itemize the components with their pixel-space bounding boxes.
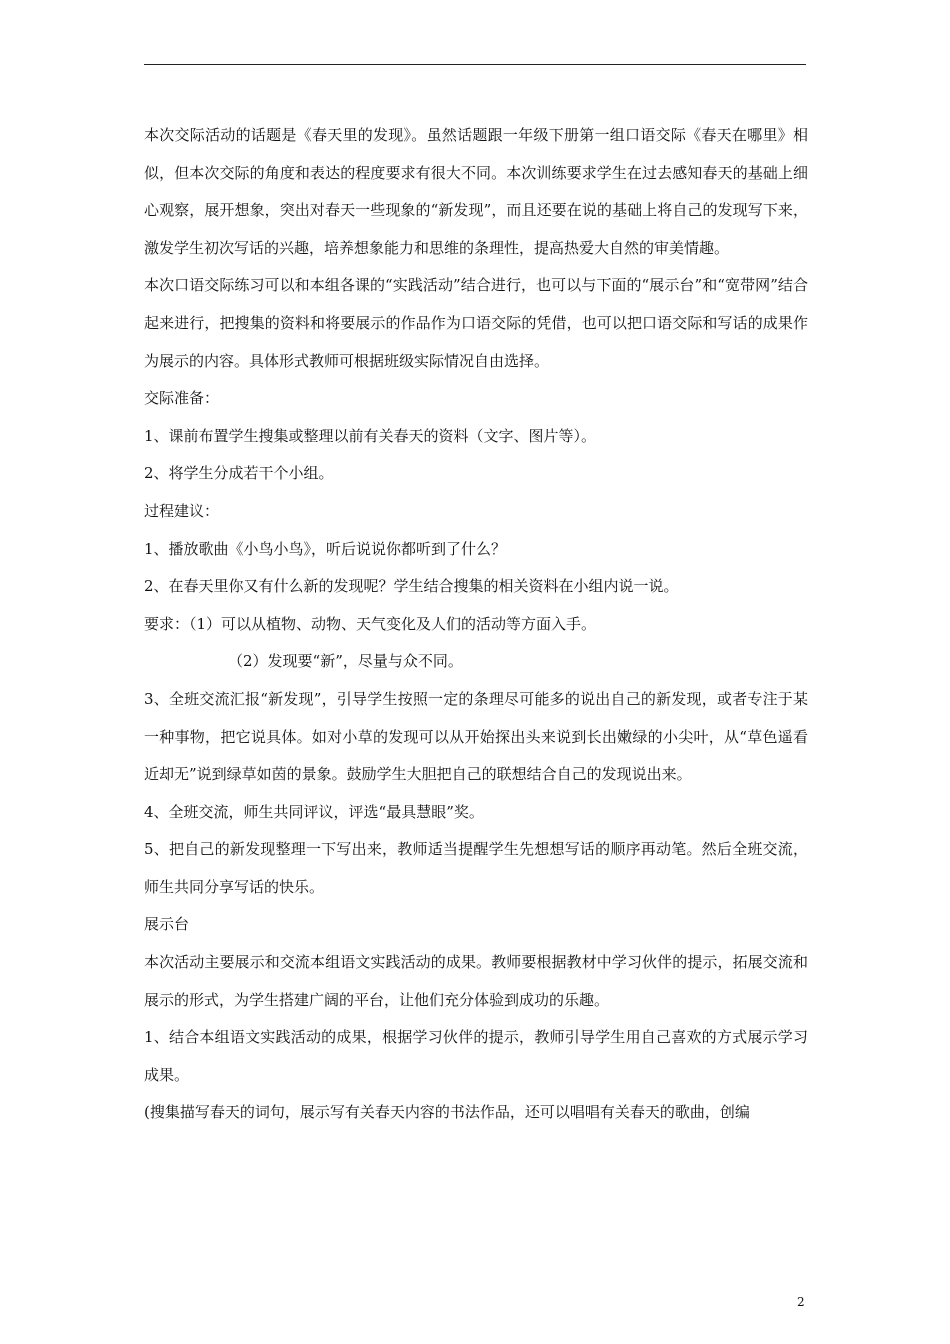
paragraph-showcase-intro: 本次活动主要展示和交流本组语文实践活动的成果。教师要根据教材中学习伙伴的提示，拓展交流和展示的形式，为学生搭建广阔的平台，让他们充分体验到成功的乐趣。: [144, 953, 808, 1009]
requirement-1: 要求：（1）可以从植物、动物、天气变化及人们的活动等方面入手。: [144, 614, 597, 633]
paragraph-showcase-examples: (搜集描写春天的词句，展示写有关春天内容的书法作品，还可以唱唱有关春天的歌曲，创编: [144, 1103, 750, 1122]
document-body: [144, 117, 808, 1132]
list-item-process-4: 4、全班交流，师生共同评议，评选“最具慧眼”奖。: [144, 802, 484, 821]
list-item-prep-1: 1、课前布置学生搜集或整理以前有关春天的资料（文字、图片等）。: [144, 426, 597, 445]
list-item-showcase-1: 1、结合本组语文实践活动的成果，根据学习伙伴的提示，教师引导学生用自己喜欢的方式展示学习成果。: [144, 1028, 808, 1084]
list-item-process-5: 5、把自己的新发现整理一下写出来，教师适当提醒学生先想想写话的顺序再动笔。然后全班交流，师生共同分享写话的快乐。: [144, 840, 808, 896]
list-item-prep-2: 2、将学生分成若干个小组。: [144, 464, 334, 483]
heading-process-suggestions: 过程建议：: [144, 501, 220, 520]
heading-preparation: 交际准备：: [144, 389, 220, 408]
page-number: 2: [797, 1295, 805, 1309]
header-rule: [144, 64, 806, 65]
paragraph-topic-intro: 本次交际活动的话题是《春天里的发现》。虽然话题跟一年级下册第一组口语交际《春天在哪里》相似，但本次交际的角度和表达的程度要求有很大不同。本次训练要求学生在过去感知春天的基础上细心观察，展开想象，突出对春天一些现象的“新发现”，而且还要在说的基础上将自己的发现写下来，激发学生初次写话的兴趣，培养想象能力和思维的条理性，提高热爱大自然的审美情趣。: [144, 126, 808, 257]
list-item-process-1: 1、播放歌曲《小鸟小鸟》，听后说说你都听到了什么？: [144, 539, 507, 558]
list-item-process-3: 3、全班交流汇报“新发现”，引导学生按照一定的条理尽可能多的说出自己的新发现，或者专注于某一种事物，把它说具体。如对小草的发现可以从开始探出头来说到长出嫩绿的小尖叶，从“草色遥看近却无”说到绿草如茵的景象。鼓励学生大胆把自己的联想结合自己的发现说出来。: [144, 689, 808, 784]
heading-showcase: 展示台: [144, 915, 190, 934]
paragraph-practice-combination: 本次口语交际练习可以和本组各课的“实践活动”结合进行，也可以与下面的“展示台”和“宽带网”结合起来进行，把搜集的资料和将要展示的作品作为口语交际的凭借，也可以把口语交际和写话的成果作为展示的内容。具体形式教师可根据班级实际情况自由选择。: [144, 276, 808, 370]
list-item-process-2: 2、在春天里你又有什么新的发现呢？学生结合搜集的相关资料在小组内说一说。: [144, 577, 679, 596]
requirement-2: （2）发现要“新”，尽量与众不同。: [228, 652, 463, 671]
